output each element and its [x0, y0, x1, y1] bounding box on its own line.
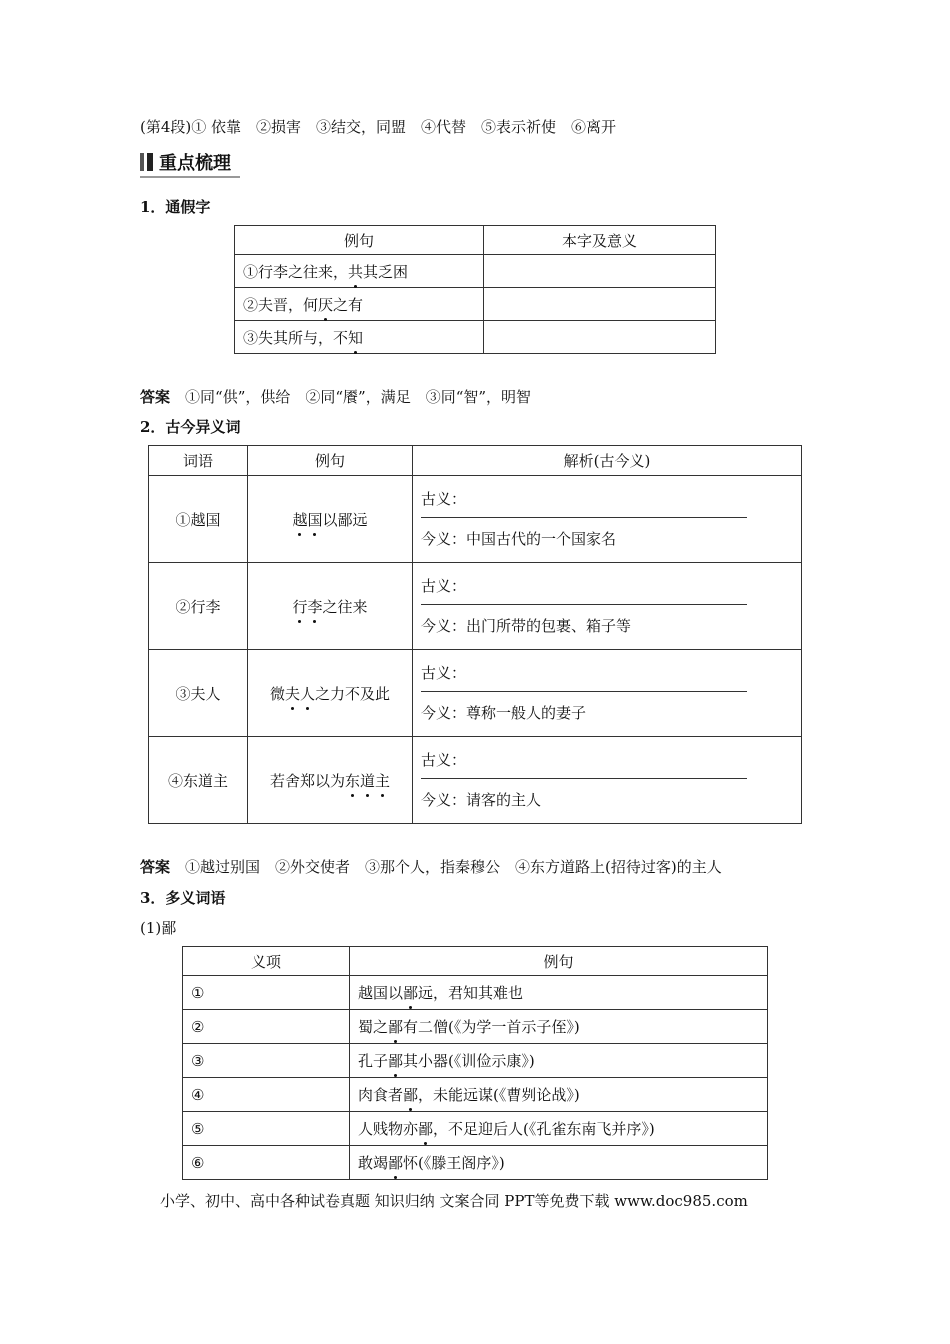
section-title: 重点梳理 — [159, 153, 231, 174]
header-cell: 词语 — [149, 446, 248, 476]
header-cell: 例句 — [350, 947, 768, 976]
dotted-char: 主 — [375, 771, 391, 790]
answer-cell — [484, 321, 716, 354]
dotted-char: 鄙 — [388, 1052, 404, 1070]
header-cell: 本字及意义 — [484, 226, 716, 255]
example-cell — [248, 563, 413, 650]
answer-text: ①越过别国 ②外交使者 ③那个人，指秦穆公 ④东方道路上(招待过客)的主人 — [185, 858, 722, 876]
dotted-char: 鄙 — [388, 1018, 404, 1036]
answer-blank — [421, 603, 747, 605]
text-segment: 远，君知其难也 — [418, 984, 524, 1002]
meaning-cell: ② — [183, 1010, 350, 1044]
header-cell: 义项 — [183, 947, 350, 976]
meaning-cell: ⑤ — [183, 1112, 350, 1146]
table-row — [149, 737, 802, 824]
duoyi-table — [182, 946, 768, 1180]
text-segment: 越国以 — [358, 984, 404, 1002]
old-meaning-label: 古义： — [421, 751, 467, 769]
dotted-char: 行 — [292, 597, 308, 616]
text-segment: 其乏困 — [363, 262, 409, 281]
header-cell: 例句 — [235, 226, 484, 255]
text-segment: 之有 — [333, 295, 364, 314]
meaning-cell: ⑥ — [183, 1146, 350, 1180]
table-row — [149, 476, 802, 563]
dotted-char: 李 — [307, 597, 323, 616]
example-cell — [235, 255, 484, 288]
answer-blank — [421, 777, 747, 779]
example-cell — [350, 1010, 768, 1044]
example-cell — [350, 1112, 768, 1146]
footer-text: 小学、初中、高中各种试卷真题 知识归纳 文案合同 PPT等免费下载 www.doc985.com — [160, 1192, 748, 1210]
intro-answer-line: (第4段)① 依靠 ②损害 ③结交，同盟 ④代替 ⑤表示祈使 ⑥离开 — [140, 118, 617, 136]
header-cell: 例句 — [248, 446, 413, 476]
text-segment: ③失其所与，不 — [243, 328, 349, 347]
example-cell — [350, 1044, 768, 1078]
analysis-cell — [413, 476, 802, 563]
table-row — [235, 255, 716, 288]
analysis-cell — [413, 650, 802, 737]
text-segment: 若舍郑以为 — [269, 771, 345, 790]
new-meaning: 今义：中国古代的一个国家名 — [421, 530, 617, 548]
section-header — [140, 150, 231, 174]
text-segment: 之往来 — [322, 597, 368, 616]
table-row — [183, 1044, 768, 1078]
table-row — [235, 321, 716, 354]
example-cell — [248, 650, 413, 737]
header-cell: 解析(古今义) — [413, 446, 802, 476]
text-segment: 以鄙远 — [322, 510, 368, 529]
dotted-char: 鄙 — [403, 984, 419, 1002]
example-cell — [350, 1146, 768, 1180]
text-segment: 怀(《滕王阁序》) — [403, 1154, 505, 1172]
answer-blank — [421, 516, 747, 518]
example-cell — [248, 476, 413, 563]
table-header-row — [235, 226, 716, 255]
text-segment: ，不足迎后人(《孔雀东南飞并序》) — [433, 1120, 655, 1138]
table-row — [183, 976, 768, 1010]
table-header-row — [149, 446, 802, 476]
dotted-char: 人 — [300, 684, 316, 703]
example-cell — [248, 737, 413, 824]
text-segment: 之力不及此 — [315, 684, 391, 703]
text-segment: ①行李之往来， — [243, 262, 349, 281]
section-header-rule — [140, 176, 240, 178]
answer-blank — [421, 690, 747, 692]
part3-subheading: (1)鄙 — [140, 919, 177, 937]
old-meaning-label: 古义： — [421, 490, 467, 508]
table-row — [183, 1078, 768, 1112]
dotted-char: 东 — [344, 771, 360, 790]
dotted-char: 越 — [292, 510, 308, 529]
new-meaning: 今义：请客的主人 — [421, 791, 542, 809]
text-segment: ，未能远谋(《曹刿论战》) — [418, 1086, 580, 1104]
answer-cell — [484, 288, 716, 321]
table-row — [149, 563, 802, 650]
tongjiazi-table — [234, 225, 716, 354]
part1-answer — [140, 386, 531, 407]
example-cell — [235, 321, 484, 354]
old-meaning-label: 古义： — [421, 577, 467, 595]
dotted-char: 夫 — [284, 684, 300, 703]
dotted-char: 知 — [348, 328, 364, 347]
text-segment: 蜀之 — [358, 1018, 389, 1036]
analysis-cell — [413, 563, 802, 650]
new-meaning: 今义：出门所带的包裹、箱子等 — [421, 617, 632, 635]
part3-heading: 3．多义词语 — [140, 889, 226, 907]
part1-heading: 1．通假字 — [140, 198, 211, 216]
table-row — [183, 1112, 768, 1146]
dotted-char: 鄙 — [388, 1154, 404, 1172]
word-cell: ②行李 — [149, 563, 248, 650]
meaning-cell: ③ — [183, 1044, 350, 1078]
old-meaning-label: 古义： — [421, 664, 467, 682]
meaning-cell: ① — [183, 976, 350, 1010]
text-segment: 其小器(《训俭示康》) — [403, 1052, 535, 1070]
part2-heading: 2．古今异义词 — [140, 418, 241, 436]
dotted-char: 鄙 — [403, 1086, 419, 1104]
analysis-cell — [413, 737, 802, 824]
table-row — [235, 288, 716, 321]
text-segment: 有二僧(《为学一首示子侄》) — [403, 1018, 580, 1036]
text-segment: ②夫晋，何 — [243, 295, 319, 314]
example-cell — [350, 976, 768, 1010]
answer-label: 答案 — [140, 858, 171, 876]
word-cell: ③夫人 — [149, 650, 248, 737]
dotted-char: 厌 — [318, 295, 334, 314]
part2-answer — [140, 856, 722, 877]
dotted-char: 共 — [348, 262, 364, 281]
answer-text: ①同“供”，供给 ②同“餍”，满足 ③同“智”，明智 — [185, 388, 532, 406]
dotted-char: 国 — [307, 510, 323, 529]
dotted-char: 鄙 — [418, 1120, 434, 1138]
example-cell — [235, 288, 484, 321]
text-segment: 人贱物亦 — [358, 1120, 419, 1138]
word-cell: ①越国 — [149, 476, 248, 563]
text-segment: 肉食者 — [358, 1086, 404, 1104]
section-header-bars-icon — [140, 153, 153, 171]
dotted-char: 道 — [360, 771, 376, 790]
text-segment: 孔子 — [358, 1052, 389, 1070]
gujinyiyi-table — [148, 445, 802, 824]
table-header-row — [183, 947, 768, 976]
text-segment: 微 — [269, 684, 285, 703]
answer-cell — [484, 255, 716, 288]
new-meaning: 今义：尊称一般人的妻子 — [421, 704, 587, 722]
meaning-cell: ④ — [183, 1078, 350, 1112]
table-row — [183, 1010, 768, 1044]
table-row — [183, 1146, 768, 1180]
example-cell — [350, 1078, 768, 1112]
word-cell: ④东道主 — [149, 737, 248, 824]
answer-label: 答案 — [140, 388, 171, 406]
table-row — [149, 650, 802, 737]
text-segment: 敢竭 — [358, 1154, 389, 1172]
